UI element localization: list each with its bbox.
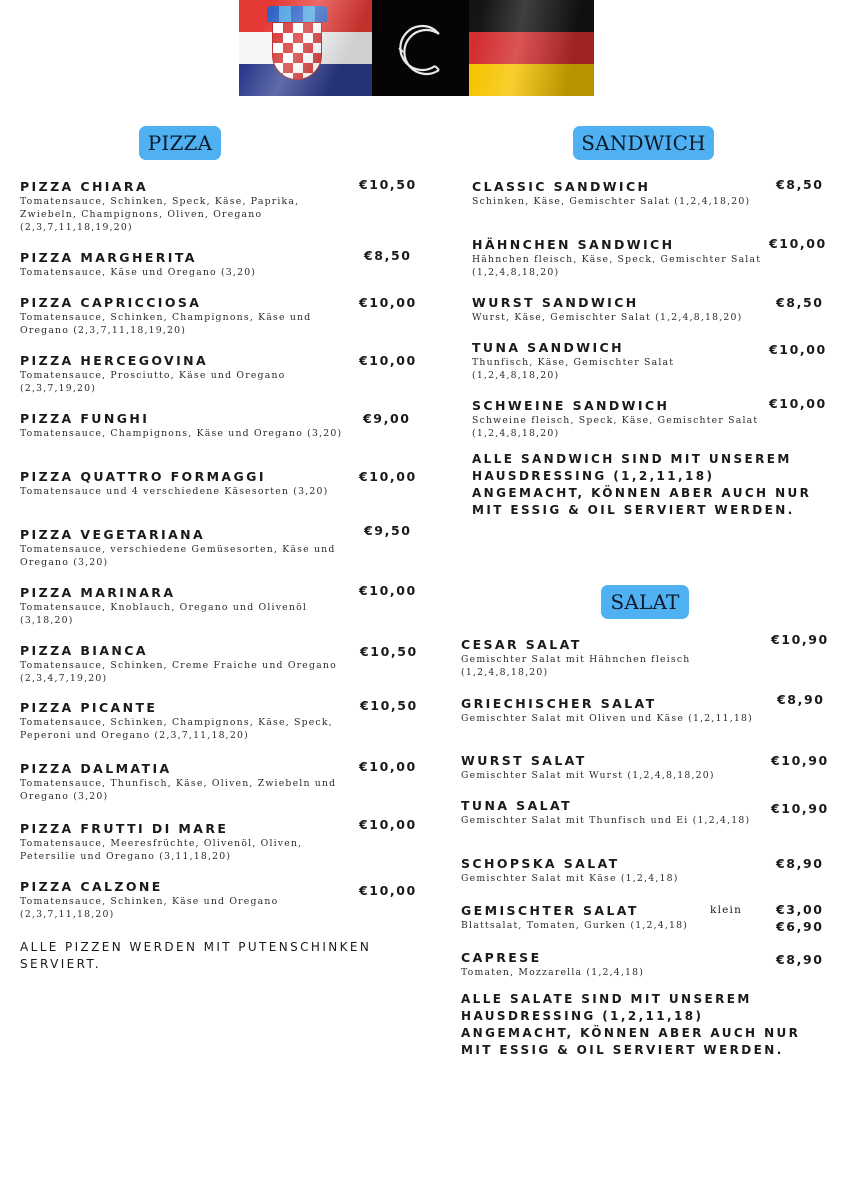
- item-description: Schweine fleisch, Speck, Käse, Gemischter Salat (1,2,4,8,18,20): [472, 415, 759, 439]
- item-description: Tomatensauce, Schinken, Champignons, Käse, Speck, Peperoni und Oregano (2,3,7,11,18,20): [20, 717, 333, 741]
- item-description: Tomatensauce, Meeresfrüchte, Olivenöl, Oliven, Petersilie und Oregano (3,11,18,20): [20, 838, 303, 862]
- item-name: PIZZA CAPRICCIOSA: [20, 295, 202, 310]
- menu-item-wurst-sandwich: [472, 295, 772, 324]
- menu-item-griechischer-salat: [461, 696, 756, 725]
- item-name: CLASSIC SANDWICH: [472, 179, 651, 194]
- item-description: Tomatensauce, Käse und Oregano (3,20): [20, 267, 257, 278]
- item-name: PIZZA CHIARA: [20, 179, 149, 194]
- item-name: PIZZA PICANTE: [20, 700, 158, 715]
- item-price: €10,90: [771, 632, 829, 647]
- item-price: €8,50: [776, 295, 824, 310]
- item-description: Gemischter Salat mit Wurst (1,2,4,8,18,20): [461, 770, 715, 781]
- menu-item-pizza-calzone: [20, 879, 350, 921]
- menu-item-pizza-vegetariana: [20, 527, 350, 569]
- item-description: Hähnchen fleisch, Käse, Speck, Gemischter Salat (1,2,4,8,18,20): [472, 254, 762, 278]
- menu-item-pizza-quattro-formaggi: [20, 469, 350, 498]
- item-description: Tomatensauce, Schinken, Creme Fraiche und Oregano (2,3,4,7,19,20): [20, 660, 337, 684]
- menu-item-tuna-sandwich: [472, 340, 762, 382]
- item-name: WURST SALAT: [461, 753, 587, 768]
- menu-item-pizza-dalmatia: [20, 761, 350, 803]
- item-description: Tomatensauce, Thunfisch, Käse, Oliven, Zwiebeln und Oregano (3,20): [20, 778, 337, 802]
- item-name: SCHWEINE SANDWICH: [472, 398, 670, 413]
- germany-flag-icon: [469, 0, 594, 96]
- item-name: WURST SANDWICH: [472, 295, 639, 310]
- menu-item-caprese: [461, 950, 756, 979]
- menu-item-pizza-frutti-di-mare: [20, 821, 350, 863]
- item-price: €10,00: [359, 583, 417, 598]
- menu-item-pizza-bianca: [20, 643, 350, 685]
- item-price: €10,00: [359, 759, 417, 774]
- item-description: Tomatensauce, Schinken, Speck, Käse, Paprika, Zwiebeln, Champignons, Oliven, Oregano (2,3,7,11,18,19,20): [20, 196, 300, 233]
- item-price: €10,50: [360, 644, 418, 659]
- item-name: CAPRESE: [461, 950, 542, 965]
- item-name: TUNA SALAT: [461, 798, 573, 813]
- item-description: Gemischter Salat mit Thunfisch und Ei (1,2,4,18): [461, 815, 751, 826]
- item-price-large: €6,90: [776, 919, 824, 934]
- menu-item-pizza-chiara: [20, 179, 350, 234]
- item-price: €10,00: [359, 353, 417, 368]
- item-price: €10,00: [359, 295, 417, 310]
- item-price: €10,00: [359, 817, 417, 832]
- item-name: PIZZA BIANCA: [20, 643, 148, 658]
- item-name: CESAR SALAT: [461, 637, 582, 652]
- item-price: €8,50: [364, 248, 412, 263]
- salat-section-title: SALAT: [601, 585, 689, 619]
- sandwich-footnote: ALLE SANDWICH SIND MIT UNSEREM HAUSDRESSING (1,2,11,18) ANGEMACHT, KÖNNEN ABER AUCH NUR MIT ESSIG & OIL SERVIERT WERDEN.: [472, 452, 812, 517]
- brand-logo: [372, 0, 469, 96]
- item-description: Tomatensauce, Schinken, Champignons, Käse und Oregano (2,3,7,11,18,19,20): [20, 312, 312, 336]
- item-description: Tomatensauce, Schinken, Käse und Oregano (2,3,7,11,18,20): [20, 896, 279, 920]
- item-price: €10,00: [359, 883, 417, 898]
- menu-item-tuna-salat: [461, 798, 756, 827]
- item-price: €10,00: [359, 469, 417, 484]
- item-description: Gemischter Salat mit Käse (1,2,4,18): [461, 873, 679, 884]
- item-description: Schinken, Käse, Gemischter Salat (1,2,4,18,20): [472, 196, 751, 207]
- item-price: €8,90: [777, 692, 825, 707]
- item-name: PIZZA DALMATIA: [20, 761, 172, 776]
- salat-footnote: ALLE SALATE SIND MIT UNSEREM HAUSDRESSING (1,2,11,18) ANGEMACHT, KÖNNEN ABER AUCH NUR MIT ESSIG & OIL SERVIERT WERDEN.: [461, 992, 801, 1057]
- item-price: €10,50: [359, 177, 417, 192]
- item-description: Tomatensauce, Prosciutto, Käse und Oregano (2,3,7,19,20): [20, 370, 286, 394]
- item-price-small: €3,00: [776, 902, 824, 917]
- menu-item-cesar-salat: [461, 637, 756, 679]
- pizza-footnote: ALLE PIZZEN WERDEN MIT PUTENSCHINKEN SERVIERT.: [20, 940, 372, 971]
- item-name: PIZZA QUATTRO FORMAGGI: [20, 469, 266, 484]
- item-price: €10,50: [360, 698, 418, 713]
- item-description: Wurst, Käse, Gemischter Salat (1,2,4,8,18,20): [472, 312, 743, 323]
- menu-item-wurst-salat: [461, 753, 761, 782]
- c-logo-icon: [389, 16, 453, 80]
- item-name: PIZZA MARINARA: [20, 585, 176, 600]
- menu-item-pizza-margherita: [20, 250, 350, 279]
- menu-item-pizza-marinara: [20, 585, 350, 627]
- item-description: Tomatensauce und 4 verschiedene Käsesorten (3,20): [20, 486, 329, 497]
- item-price: €10,90: [771, 753, 829, 768]
- item-price: €9,00: [363, 411, 411, 426]
- pizza-section-title: PIZZA: [139, 126, 221, 160]
- menu-item-schopska-salat: [461, 856, 756, 885]
- item-price: €8,50: [776, 177, 824, 192]
- item-price: €8,90: [776, 856, 824, 871]
- item-description: Tomatensauce, Knoblauch, Oregano und Olivenöl (3,18,20): [20, 602, 308, 626]
- item-description: Tomaten, Mozzarella (1,2,4,18): [461, 967, 645, 978]
- item-name: PIZZA CALZONE: [20, 879, 163, 894]
- item-description: Tomatensauce, verschiedene Gemüsesorten, Käse und Oregano (3,20): [20, 544, 336, 568]
- item-description: Blattsalat, Tomaten, Gurken (1,2,4,18): [461, 920, 689, 931]
- item-description: Gemischter Salat mit Oliven und Käse (1,2,11,18): [461, 713, 753, 724]
- item-price: €10,00: [769, 342, 827, 357]
- menu-item-schweine-sandwich: [472, 398, 762, 440]
- item-name: PIZZA MARGHERITA: [20, 250, 197, 265]
- sandwich-section-title: SANDWICH: [573, 126, 714, 160]
- size-label-klein: klein: [710, 904, 743, 916]
- item-name: PIZZA FRUTTI DI MARE: [20, 821, 229, 836]
- item-description: Thunfisch, Käse, Gemischter Salat (1,2,4,8,18,20): [472, 357, 675, 381]
- menu-item-pizza-picante: [20, 700, 350, 742]
- item-price: €8,90: [776, 952, 824, 967]
- item-name: GRIECHISCHER SALAT: [461, 696, 657, 711]
- item-name: PIZZA VEGETARIANA: [20, 527, 206, 542]
- item-name: PIZZA HERCEGOVINA: [20, 353, 209, 368]
- item-description: Gemischter Salat mit Hähnchen fleisch (1,2,4,8,18,20): [461, 654, 691, 678]
- menu-item-classic-sandwich: [472, 179, 767, 208]
- item-price: €9,50: [364, 523, 412, 538]
- menu-item-pizza-hercegovina: [20, 353, 350, 395]
- item-name: TUNA SANDWICH: [472, 340, 624, 355]
- item-description: Tomatensauce, Champignons, Käse und Oregano (3,20): [20, 428, 343, 439]
- item-name: HÄHNCHEN SANDWICH: [472, 237, 675, 252]
- item-price: €10,00: [769, 236, 827, 251]
- item-name: SCHOPSKA SALAT: [461, 856, 620, 871]
- menu-item-pizza-funghi: [20, 411, 350, 440]
- header-logo-strip: [239, 0, 594, 96]
- menu-item-pizza-capricciosa: [20, 295, 350, 337]
- item-price: €10,00: [769, 396, 827, 411]
- croatia-flag-icon: [239, 0, 372, 96]
- item-price: €10,90: [771, 801, 829, 816]
- menu-item-haehnchen-sandwich: [472, 237, 767, 279]
- item-name: GEMISCHTER SALAT: [461, 903, 639, 918]
- item-name: PIZZA FUNGHI: [20, 411, 150, 426]
